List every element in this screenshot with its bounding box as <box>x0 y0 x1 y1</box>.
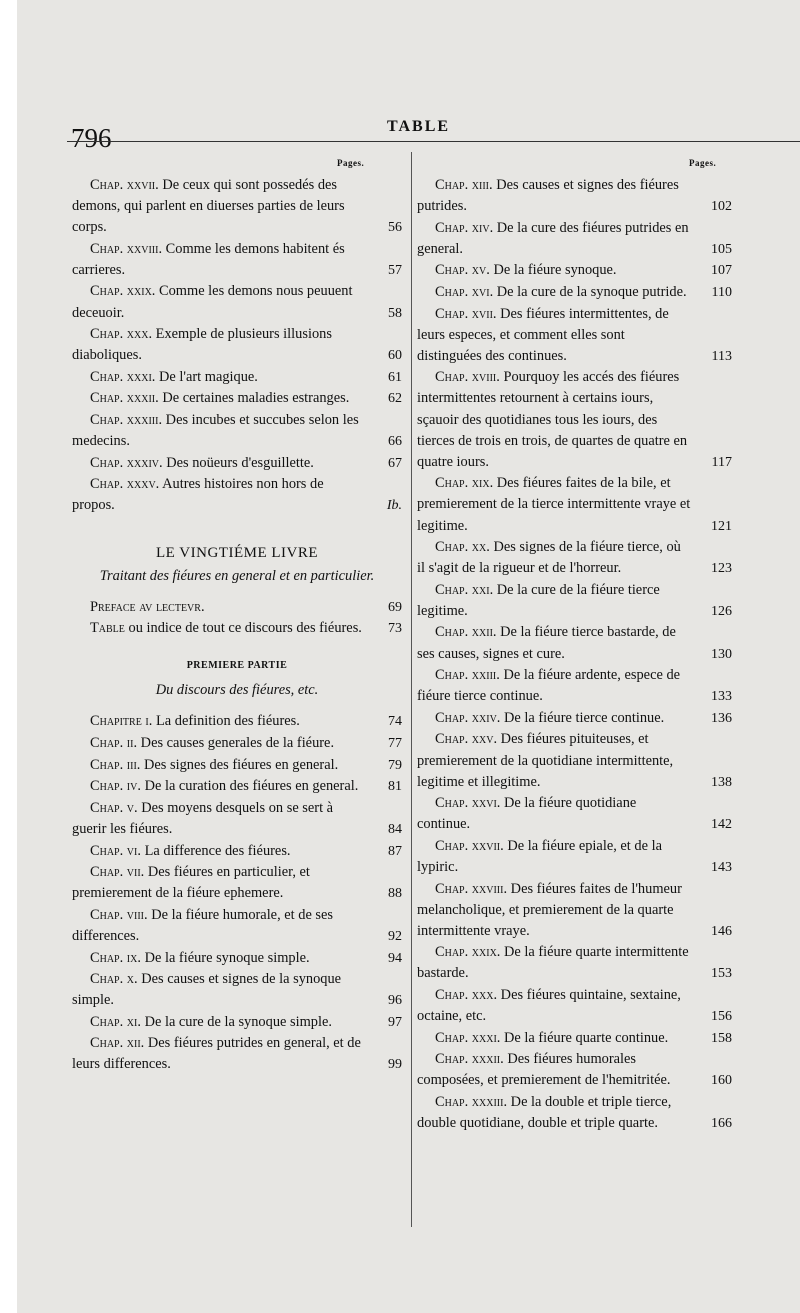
chapter-label: Chap. xxi. <box>435 581 494 598</box>
page-ref: 77 <box>388 736 402 752</box>
chapter-title: De la fiéure humorale, et de ses differences. <box>72 906 334 944</box>
toc-entry <box>417 218 732 260</box>
toc-entry <box>72 281 402 323</box>
chapter-title: La definition des fiéures. <box>155 713 300 730</box>
page-ref: 107 <box>711 263 732 279</box>
chapter-title: De la fiéure tierce continue. <box>504 709 665 726</box>
toc-entry <box>417 580 732 622</box>
chapter-label: Chap. ii. <box>90 735 138 752</box>
chapter-title: Des causes generales de la fiéure. <box>140 735 335 752</box>
chapter-title: Des fiéures faites de l'humeur melancholique, et premierement de la quarte intermittente vraye. <box>417 880 682 939</box>
page-ref: 102 <box>711 199 732 215</box>
page-ref: 88 <box>388 886 402 902</box>
toc-entry <box>417 879 732 942</box>
chapter-label: Chap. xxv. <box>435 731 498 748</box>
page-ref: 97 <box>388 1014 402 1030</box>
chapter-title: De ceux qui sont possedés des demons, qui parlent en diuerses parties de leurs corps. <box>72 177 345 236</box>
chapter-title: Des fiéures intermittentes, de leurs especes, et comment elles sont distinguées des continues. <box>417 305 669 364</box>
chapter-label: Chap. iii. <box>90 756 141 773</box>
left-entries-after <box>72 711 402 1075</box>
book-page <box>17 0 800 1313</box>
toc-entry <box>417 708 732 729</box>
page-ref: 62 <box>388 391 402 407</box>
page-ref: 84 <box>388 821 402 837</box>
page-ref: 99 <box>388 1057 402 1073</box>
right-entries <box>417 175 732 1134</box>
toc-entry <box>417 260 732 281</box>
chapter-label: Chap. xv. <box>435 262 490 279</box>
toc-entry <box>417 665 732 707</box>
chapter-label: Chap. xxxii. <box>435 1051 504 1068</box>
toc-entry <box>72 388 402 409</box>
toc-entry <box>72 841 402 862</box>
chapter-label: Chap. viii. <box>90 906 148 923</box>
page-ref: 143 <box>711 860 732 875</box>
chapter-title: Des moyens desquels on se sert à guerir les fiéures. <box>72 799 334 837</box>
header-rule <box>67 141 800 142</box>
toc-entry <box>72 175 402 238</box>
chapter-title: Des incubes et succubes selon les medecins. <box>72 412 359 450</box>
page-ref: 105 <box>711 241 732 257</box>
chapter-title: Pourquoy les accés des fiéures intermittentes retournent à certains iours, sçauoir des quotidianes tous les iours, des tierces de trois en trois, de quartes de quatre en quatre iours. <box>417 369 688 470</box>
left-column <box>72 175 402 1076</box>
page-ref: 110 <box>711 284 732 300</box>
toc-entry <box>417 1092 732 1134</box>
chapter-label: Chap. ix. <box>90 949 141 966</box>
chapter-label: Chap. xx. <box>435 539 490 556</box>
chapter-title: Autres histoires non hors de propos. <box>72 476 324 514</box>
chapter-title: Comme les demons habitent és carrieres. <box>72 240 345 278</box>
part-title: PREMIERE PARTIE <box>186 660 288 672</box>
toc-entry <box>72 862 402 904</box>
chapter-label: Chap. xxviii. <box>90 240 163 257</box>
page-ref: 87 <box>388 843 402 859</box>
chapter-title: Des fiéures en particulier, et premierement de la fiéure ephemere. <box>72 864 310 902</box>
toc-entry <box>417 793 732 835</box>
chapter-title: De la cure des fiéures putrides en general. <box>417 219 689 257</box>
toc-entry <box>72 905 402 947</box>
page-ref: 156 <box>711 1009 732 1025</box>
chapter-label: Chap. vi. <box>90 842 141 859</box>
chapter-title: De la curation des fiéures en general. <box>144 778 359 795</box>
page-number: 796 <box>71 123 112 153</box>
toc-entry <box>72 755 402 776</box>
chapter-title: Des noüeurs d'esguillette. <box>166 454 314 471</box>
toc-entry <box>72 474 402 516</box>
chapter-label: Chap. xii. <box>90 1035 145 1052</box>
toc-entry <box>72 618 402 639</box>
page-ref: 57 <box>388 262 402 278</box>
page-ref: 166 <box>711 1116 732 1132</box>
chapter-title: Comme les demons nous peuuent deceuoir. <box>72 283 353 321</box>
toc-entry <box>417 836 732 878</box>
chapter-title: Des causes et signes des fiéures putrides. <box>417 177 679 215</box>
page-ref: 138 <box>711 774 732 790</box>
part-subtitle: Du discours des fiéures, etc. <box>155 682 319 699</box>
column-divider <box>411 152 412 1227</box>
toc-entry <box>72 324 402 366</box>
page-ref: 146 <box>711 923 732 939</box>
chapter-title: De la fiéure ardente, espece de fiéure tierce continue. <box>417 667 681 705</box>
chapter-title: De la cure de la synoque simple. <box>144 1013 332 1030</box>
toc-entry <box>417 537 732 579</box>
page-ref: 69 <box>388 599 402 615</box>
page-ref: Ib. <box>386 498 402 514</box>
running-title: TABLE <box>387 118 451 135</box>
chapter-title: Des fiéures putrides en general, et de leurs differences. <box>72 1035 361 1073</box>
page-ref: 123 <box>711 561 732 577</box>
page-ref: 142 <box>711 817 732 833</box>
toc-entry <box>417 282 732 303</box>
chapter-label: Chap. xxiv. <box>435 709 501 726</box>
chapter-title: De la fiéure synoque. <box>493 262 617 279</box>
chapter-title: Des signes de la fiéure tierce, où il s'agit de la rigueur et de l'horreur. <box>417 539 681 577</box>
chapter-label: Chap. v. <box>90 799 138 816</box>
chapter-label: Chap. xxxiv. <box>90 454 163 471</box>
page-ref: 60 <box>388 348 402 364</box>
chapter-label: Chap. iv. <box>90 778 141 795</box>
chapter-title: De la double et triple tierce, double quotidiane, double et triple quarte. <box>417 1094 672 1132</box>
page-ref: 67 <box>388 455 402 471</box>
right-column <box>417 175 732 1135</box>
chapter-label: Chap. vii. <box>90 864 145 881</box>
pages-label-right: Pages. <box>689 158 717 168</box>
chapter-title: De la fiéure quarte intermittente bastarde. <box>417 944 689 982</box>
chapter-label: Chap. xxx. <box>90 326 153 343</box>
page-ref: 61 <box>388 369 402 385</box>
chapter-title: De l'art magique. <box>159 368 258 385</box>
page-ref: 121 <box>711 518 732 534</box>
toc-entry <box>72 776 402 797</box>
page-ref: 56 <box>388 220 402 236</box>
toc-entry <box>72 711 402 732</box>
page-ref: 158 <box>711 1030 732 1046</box>
page-ref: 130 <box>711 646 732 662</box>
toc-entry <box>72 410 402 452</box>
toc-entry <box>72 597 402 618</box>
chapter-title: La difference des fiéures. <box>144 842 291 859</box>
toc-entry <box>72 239 402 281</box>
chapter-label: Chap. xvi. <box>435 283 494 300</box>
chapter-title: De certaines maladies estranges. <box>162 390 350 407</box>
chapter-label: Preface av lectevr. <box>90 598 205 615</box>
chapter-label: Chap. xxvii. <box>435 837 504 854</box>
chapter-label: Chap. xi. <box>90 1013 141 1030</box>
toc-entry <box>72 453 402 474</box>
toc-entry <box>417 304 732 367</box>
toc-entry <box>417 622 732 664</box>
chapter-label: Chap. xxxv. <box>90 476 160 493</box>
page-ref: 160 <box>711 1073 732 1089</box>
toc-entry <box>72 948 402 969</box>
chapter-title: De la fiéure tierce bastarde, de ses causes, signes et cure. <box>417 624 676 662</box>
page-ref: 81 <box>388 779 402 795</box>
chapter-title: Des fiéures pituiteuses, et premierement de la quotidiane intermittente, legitime et illegitime. <box>417 731 674 790</box>
chapter-label: Chap. xiv. <box>435 219 494 236</box>
chapter-label: Chap. xxii. <box>435 624 497 641</box>
chapter-label: Chap. xxvi. <box>435 795 501 812</box>
chapter-label: Chap. xvii. <box>435 305 497 322</box>
page-ref: 94 <box>388 950 402 966</box>
chapter-title: Des fiéures faites de la bile, et premierement de la tierce intermittente vraye et legitime. <box>417 475 691 534</box>
chapter-title: Des causes et signes de la synoque simple. <box>72 971 342 1009</box>
chapter-label: Chap. xxix. <box>90 283 156 300</box>
chapter-label: Chap. xix. <box>435 475 494 492</box>
chapter-label: Chap. xxxi. <box>90 368 156 385</box>
page-ref: 126 <box>711 603 732 619</box>
chapter-label: Chap. xxxiii. <box>435 1094 508 1111</box>
chapter-title: Des fiéures humorales composées, et premierement de l'hemitritée. <box>417 1051 671 1089</box>
chapter-title: Des signes des fiéures en general. <box>144 756 339 773</box>
page-ref: 113 <box>711 348 732 364</box>
chapter-label: Chap. xxx. <box>435 987 498 1004</box>
book-subtitle: Traitant des fiéures en general et en particulier. <box>99 567 375 584</box>
chapter-label: Chap. xxxiii. <box>90 412 163 429</box>
chapter-label: Chap. xviii. <box>435 369 500 386</box>
chapter-label: Chap. xxvii. <box>90 177 159 193</box>
page-ref: 133 <box>711 689 732 705</box>
left-entries-before <box>72 175 402 517</box>
page-ref: 74 <box>388 714 402 730</box>
chapter-title: Exemple de plusieurs illusions diaboliques. <box>72 326 332 364</box>
page-ref: 136 <box>711 710 732 726</box>
toc-entry <box>417 729 732 792</box>
page-ref: 96 <box>388 993 402 1009</box>
chapter-title: De la fiéure quotidiane continue. <box>417 795 637 833</box>
toc-entry <box>72 798 402 840</box>
toc-entry <box>417 942 732 984</box>
chapter-title: ou indice de tout ce discours des fiéures. <box>128 620 362 637</box>
pages-label-left: Pages. <box>337 158 365 168</box>
chapter-title: Des fiéures quintaine, sextaine, octaine, etc. <box>417 987 681 1025</box>
toc-entry <box>72 969 402 1011</box>
page-ref: 79 <box>388 757 402 773</box>
chapter-label: Chap. xiii. <box>435 177 493 193</box>
chapter-title: De la fiéure epiale, et de la lypiric. <box>417 837 662 875</box>
chapter-label: Chap. xxiii. <box>435 667 500 684</box>
toc-entry <box>72 733 402 754</box>
toc-entry <box>417 985 732 1027</box>
chapter-label: Chap. xxxii. <box>90 390 159 407</box>
chapter-label: Chap. xxix. <box>435 944 501 961</box>
toc-entry <box>417 473 732 536</box>
chapter-label: Chap. xxviii. <box>435 880 508 897</box>
chapter-label: Table <box>90 620 125 637</box>
chapter-title: De la cure de la synoque putride. <box>496 283 687 300</box>
left-entries-intro <box>72 597 402 640</box>
chapter-label: Chap. xxxi. <box>435 1029 501 1046</box>
chapter-title: De la cure de la fiéure tierce legitime. <box>417 581 660 619</box>
page-ref: 117 <box>711 454 732 470</box>
page-ref: 73 <box>388 621 402 637</box>
page-ref: 92 <box>388 928 402 944</box>
toc-entry <box>417 175 732 217</box>
toc-entry <box>417 367 732 472</box>
chapter-label: Chap. x. <box>90 971 138 988</box>
page-ref: 66 <box>388 434 402 450</box>
chapter-label: Chapitre i. <box>90 713 153 730</box>
page-ref: 153 <box>711 966 732 982</box>
toc-entry <box>72 1012 402 1033</box>
toc-entry <box>417 1028 732 1049</box>
toc-entry <box>417 1049 732 1091</box>
toc-entry <box>72 367 402 388</box>
toc-entry <box>72 1033 402 1075</box>
book-title: LE VINGTIÉME LIVRE <box>155 544 319 561</box>
chapter-title: De la fiéure quarte continue. <box>504 1029 669 1046</box>
page-ref: 58 <box>388 305 402 321</box>
chapter-title: De la fiéure synoque simple. <box>144 949 310 966</box>
